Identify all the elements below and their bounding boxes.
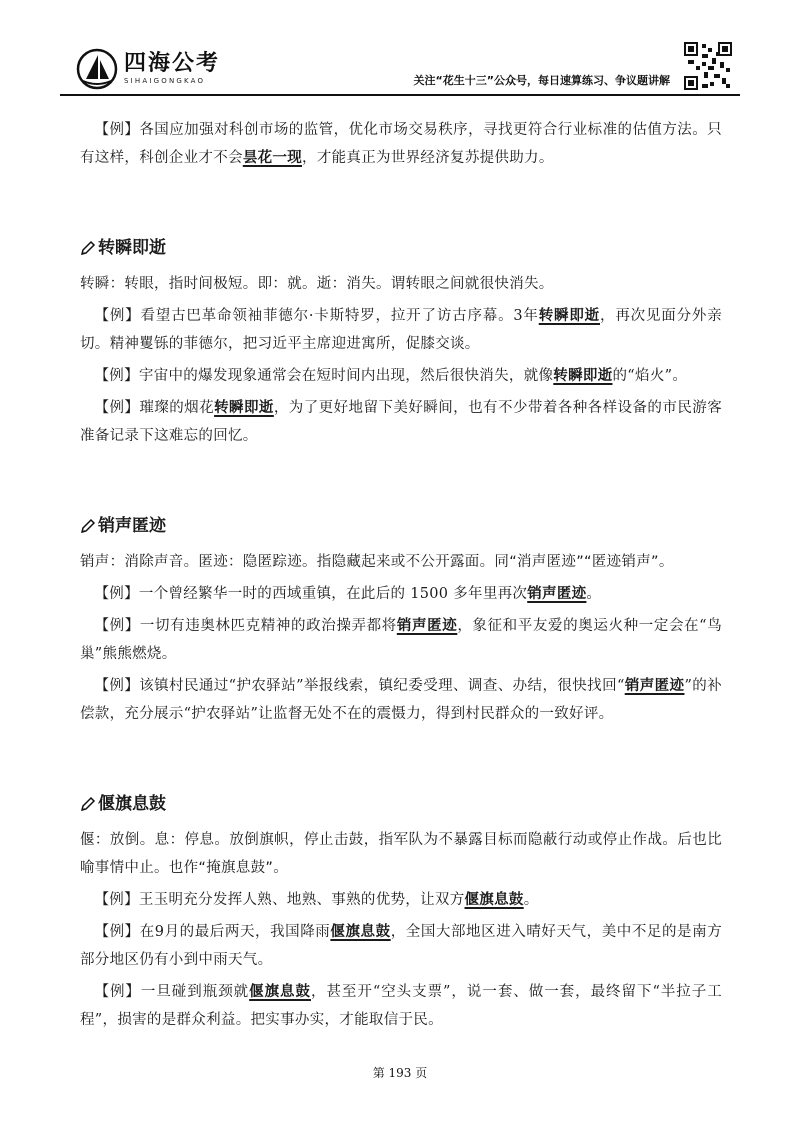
example-text: 的“焰火”。 [612,368,688,384]
page-header [60,38,740,96]
example-text: 【例】一旦碰到瓶颈就 [94,984,250,1000]
idiom-keyword: 销声匿迹 [527,585,587,602]
header-rule [60,94,740,96]
idiom-keyword: 偃旗息鼓 [249,983,311,1000]
idiom-keyword: 偃旗息鼓 [330,923,391,940]
example-text: ，才能真正为世界经济复苏提供助力。 [302,150,554,166]
idiom-definition: 转瞬：转眼，指时间极短。即：就。逝：消失。谓转眼之间就很快消失。 [80,276,554,292]
idiom-keyword: 销声匿迹 [396,617,458,634]
example-text: ，象征和平友爱的奥运火种一定会在“鸟巢”熊熊燃烧。 [80,618,723,662]
example-text: 【例】一个曾经繁华一时的西域重镇，在此后的 1500 多年里再次 [94,586,528,602]
example-text: ，全国大部地区进入晴好天气，美中不足的是南方部分地区仍有小到中雨天气。 [80,924,722,968]
example-text: 【例】王玉明充分发挥人熟、地熟、事熟的优势，让双方 [94,892,465,908]
example-text: 【例】宇宙中的爆发现象通常会在短时间内出现，然后很快消失，就像 [94,368,554,384]
example-text: ”的补偿款，充分展示“护农驿站”让监督无处不在的震慑力，得到村民群众的一致好评。 [80,678,722,722]
header-slogan: 关注“花生十三”公众号，每日速算练习、争议题讲解 [413,74,670,87]
example-text: 。 [523,892,539,908]
idiom-heading [80,512,722,540]
example-paragraph [80,978,722,1034]
idiom-keyword: 销声匿迹 [624,677,685,694]
example-text: 【例】璀璨的烟花 [94,400,215,416]
example-paragraph [80,302,722,358]
qr-code-icon [684,42,732,90]
pencil-icon [80,518,96,534]
example-text: 【例】在9月的最后两天，我国降雨 [94,924,331,940]
example-text: ，为了更好地留下美好瞬间，也有不少带着各种各样设备的市民游客准备记录下这难忘的回忆。 [80,400,723,444]
logo-text-cn: 四海公考 [124,51,221,76]
example-text: 【例】一切有违奥林匹克精神的政治操弄都将 [94,618,397,634]
example-paragraph [80,580,722,608]
idiom-definition: 偃：放倒。息：停息。放倒旗帜，停止击鼓，指军队为不暴露目标而隐蔽行动或停止作战。后也比喻事情中止。也作“掩旗息鼓”。 [80,832,722,876]
sail-logo-icon [76,48,118,90]
pencil-icon [80,240,96,256]
example-paragraph [80,612,722,668]
example-paragraph [80,362,722,390]
example-text: ，再次见面分外亲切。精神矍铄的菲德尔，把习近平主席迎进寓所，促膝交谈。 [80,308,722,352]
idiom-heading [80,790,722,818]
example-text: 【例】各国应加强对科创市场的监管，优化市场交易秩序，寻找更符合行业标准的估值方法。只有这样，科创企业才不会 [80,122,722,166]
example-paragraph [80,116,722,172]
example-paragraph [80,394,722,450]
example-text: 【例】该镇村民通过“护农驿站”举报线索，镇纪委受理、调查、办结，很快找回“ [94,678,625,694]
example-text: 【例】看望古巴革命领袖菲德尔·卡斯特罗，拉开了访古序幕。3年 [94,308,539,324]
logo [76,48,220,90]
idiom-keyword: 转瞬即逝 [214,399,274,416]
pencil-icon [80,796,96,812]
page-content [80,116,722,1038]
example-text: 。 [586,586,602,602]
idiom-definition: 销声：消除声音。匿迹：隐匿踪迹。指隐藏起来或不公开露面。同“消声匿迹”“匿迹销声”。 [80,554,674,570]
page-number: 第 193 页 [372,1066,428,1080]
idiom-keyword: 转瞬即逝 [553,367,613,384]
idiom-heading [80,234,722,262]
example-text: ，甚至开“空头支票”，说一套、做一套，最终留下“半拉子工程”，损害的是群众利益。把实事办实，才能取信于民。 [80,984,723,1028]
idiom-title: 转瞬即逝 [98,238,166,258]
example-paragraph [80,672,722,728]
idiom-title: 销声匿迹 [98,516,166,536]
idiom-keyword: 转瞬即逝 [538,307,600,324]
example-paragraph [80,918,722,974]
logo-text-en: SIHAIGONGKAO [124,77,206,85]
example-paragraph [80,886,722,914]
idiom-keyword: 昙花一现 [242,149,303,166]
idiom-keyword: 偃旗息鼓 [464,891,524,908]
idiom-title: 偃旗息鼓 [98,794,166,814]
